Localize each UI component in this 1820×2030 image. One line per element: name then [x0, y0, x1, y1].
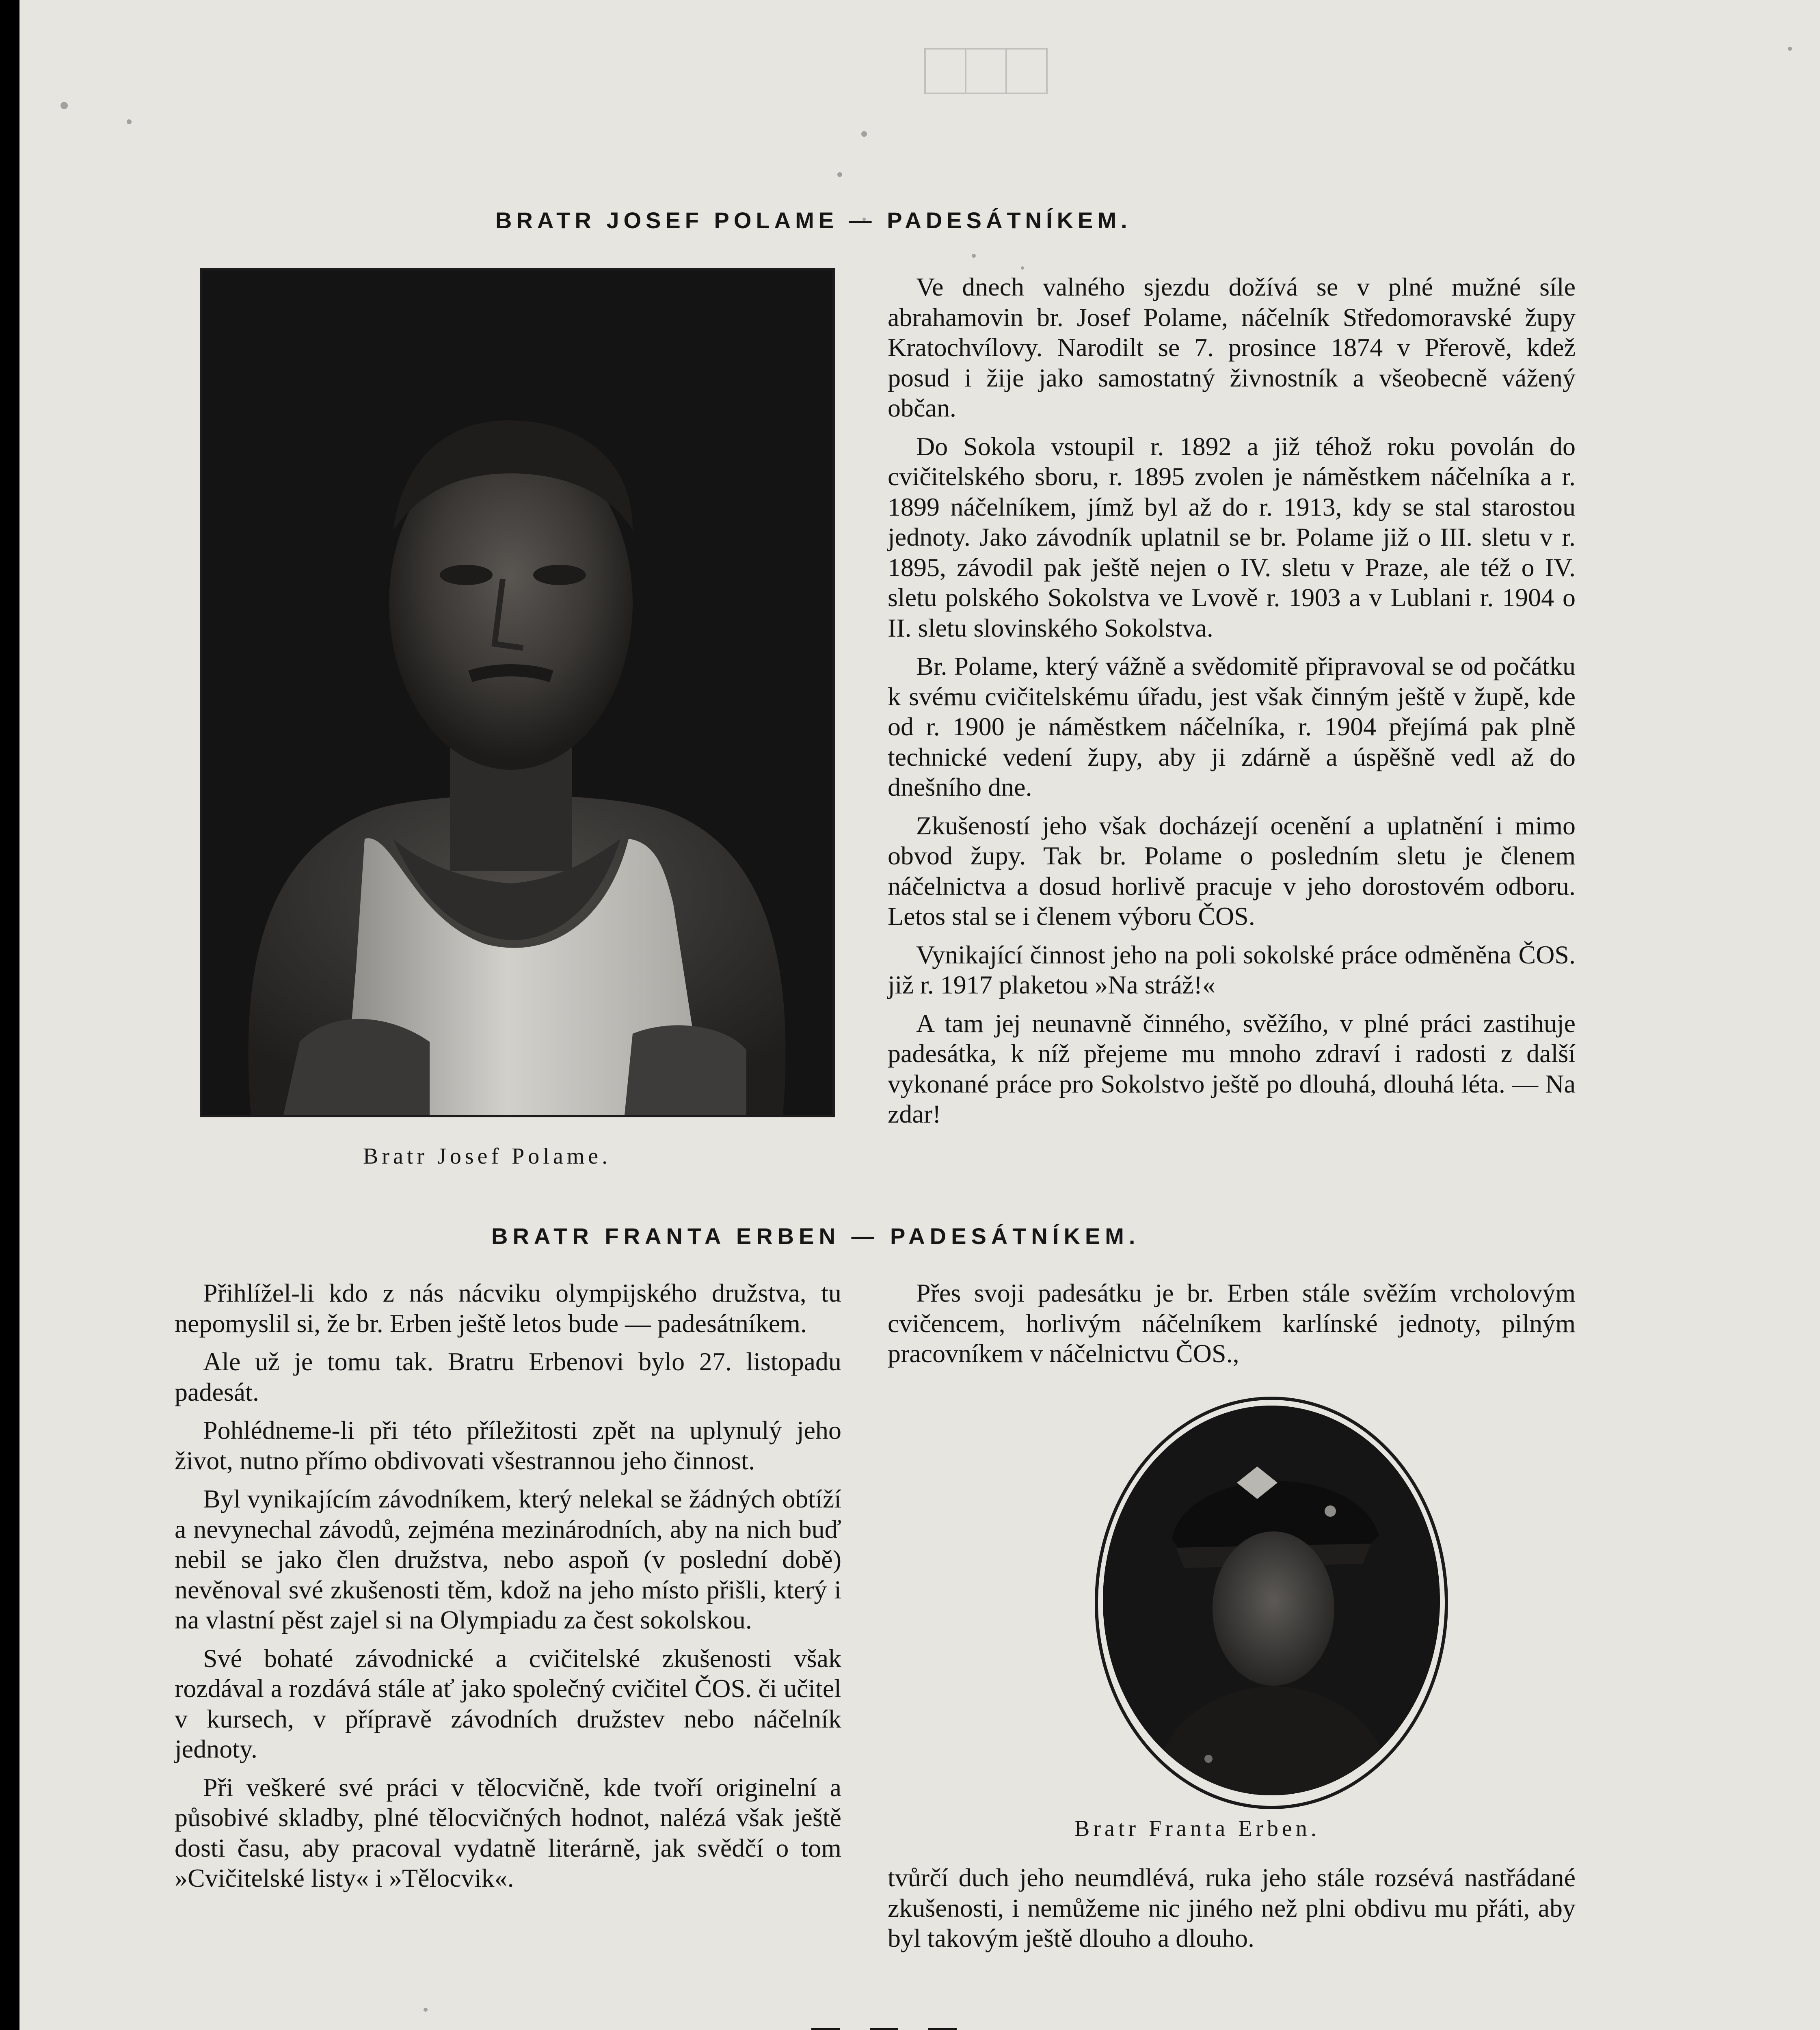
article2-paragraph: Při veškeré své práci v tělocvičně, kde tvoří originelní a působivé skladby, plné tělocvičných hodnot, nalézá však ještě dosti času, aby pracoval vydatně literárně, jak svědčí o tom »Cvičitelské listy« i »Tělocvik«. [175, 1773, 841, 1892]
article1-text-column [888, 272, 1576, 1138]
article2-paragraph: Přihlížel-li kdo z nás nácviku olympijského družstva, tu nepomyslil si, že br. Erben ještě letos bude — padesátníkem. [175, 1278, 841, 1338]
article1-heading: BRATR JOSEF POLAME — PADESÁTNÍKEM. [495, 207, 1132, 233]
article1-paragraph: Br. Polame, který vážně a svědomitě připravoval se od počátku k svému cvičitelskému úřadu, jest však činným ještě v župě, kde od r. 1900 je náměstkem náčelníka, r. 1904 přejímá pak plně technické vedení župy, aby ji zdárně a úspěšně vedl až do dnešního dne. [888, 652, 1576, 801]
article1-paragraph: Ve dnech valného sjezdu dožívá se v plné mužné síle abrahamovin br. Josef Polame, náčelník Středomoravské župy Kratochvílovy. Narodilt se 7. prosince 1874 v Přerově, kdež posud i žije jako samostatný živnostník a všeobecně vážený občan. [888, 272, 1576, 422]
article2-paragraph: Pohlédneme-li při této příležitosti zpět na uplynulý jeho život, nutno přímo obdivovati všestrannou jeho činnost. [175, 1416, 841, 1475]
article2-heading: BRATR FRANTA ERBEN — PADESÁTNÍKEM. [491, 1223, 1140, 1249]
article2-paragraph: Ale už je tomu tak. Bratru Erbenovi bylo 27. listopadu padesát. [175, 1347, 841, 1406]
article2-paragraph: Byl vynikajícím závodníkem, který nelekal se žádných obtíží a nevynechal závodů, zejména mezinárodních, aby na nich buď nebil se jako člen družstva, nebo aspoň (v poslední době) nevěnoval své zkušenosti těm, kdož na jeho místo přišli, který i na vlastní pěst zajel si na Olympiadu za čest sokolskou. [175, 1484, 841, 1634]
portrait-josef-polame [202, 270, 832, 1115]
article2-paragraph: tvůrčí duch jeho neumdlévá, ruka jeho stále rozsévá nastřádané zkušenosti, i nemůžeme nic jiného než plni obdivu mu přáti, aby byl takovým ještě dlouho a dlouho. [888, 1863, 1576, 1952]
article1-paragraph: Vynikající činnost jeho na poli sokolské práce odměněna ČOS. již r. 1917 plaketou »Na stráž!« [888, 940, 1576, 999]
caption-josef-polame: Bratr Josef Polame. [363, 1144, 612, 1169]
article2-left-column [175, 1278, 841, 1902]
article2-right-top [888, 1278, 1576, 1377]
journal-page [19, 0, 1820, 2030]
article1-paragraph: Do Sokola vstoupil r. 1892 a již téhož roku povolán do cvičitelského sboru, r. 1895 zvolen je náměstkem náčelníka a r. 1899 náčelníkem, jímž byl až do r. 1913, kdy se stal starostou jednoty. Jako závodník uplatnil se br. Polame již o III. sletu v r. 1895, závodil pak ještě nejen o IV. sletu v Praze, ale též o IV. sletu polského Sokolstva ve Lvově r. 1903 a v Lublani r. 1904 o II. sletu slovinského Sokolstva. [888, 432, 1576, 642]
photo-franta-erben [1103, 1406, 1440, 1795]
photo-josef-polame [200, 268, 835, 1117]
caption-franta-erben: Bratr Franta Erben. [1074, 1816, 1320, 1841]
article1-paragraph: Zkušeností jeho však docházejí ocenění a uplatnění i mimo obvod župy. Tak br. Polame o posledním sletu je členem náčelnictva a dosud horlivě pracuje v jeho dorostovém odboru. Letos stal se i členem výboru ČOS. [888, 811, 1576, 931]
square-ornament-icon [928, 2028, 957, 2030]
article2-right-bottom [888, 1863, 1576, 1962]
square-ornament-icon [811, 2028, 840, 2030]
article2-paragraph: Své bohaté závodnické a cvičitelské zkušenosti však rozdával a rozdává stále ať jako společný cvičitel ČOS. či učitel v kursech, v přípravě závodních družstev nebo náčelník jednoty. [175, 1643, 841, 1763]
section-ornament [811, 2028, 974, 2030]
article1-paragraph: A tam jej neunavně činného, svěžího, v plné práci zastihuje padesátka, k níž přejeme mu mnoho zdraví i radosti z další vykonané práce pro Sokolstvo ještě po dlouhá, dlouhá léta. — Na zdar! [888, 1009, 1576, 1128]
portrait-franta-erben [1103, 1406, 1440, 1795]
square-ornament-icon [870, 2028, 898, 2030]
article2-paragraph: Přes svoji padesátku je br. Erben stále svěžím vrcholovým cvičencem, horlivým náčelníkem karlínské jednoty, pilným pracovníkem v náčelnictvu ČOS., [888, 1278, 1576, 1368]
